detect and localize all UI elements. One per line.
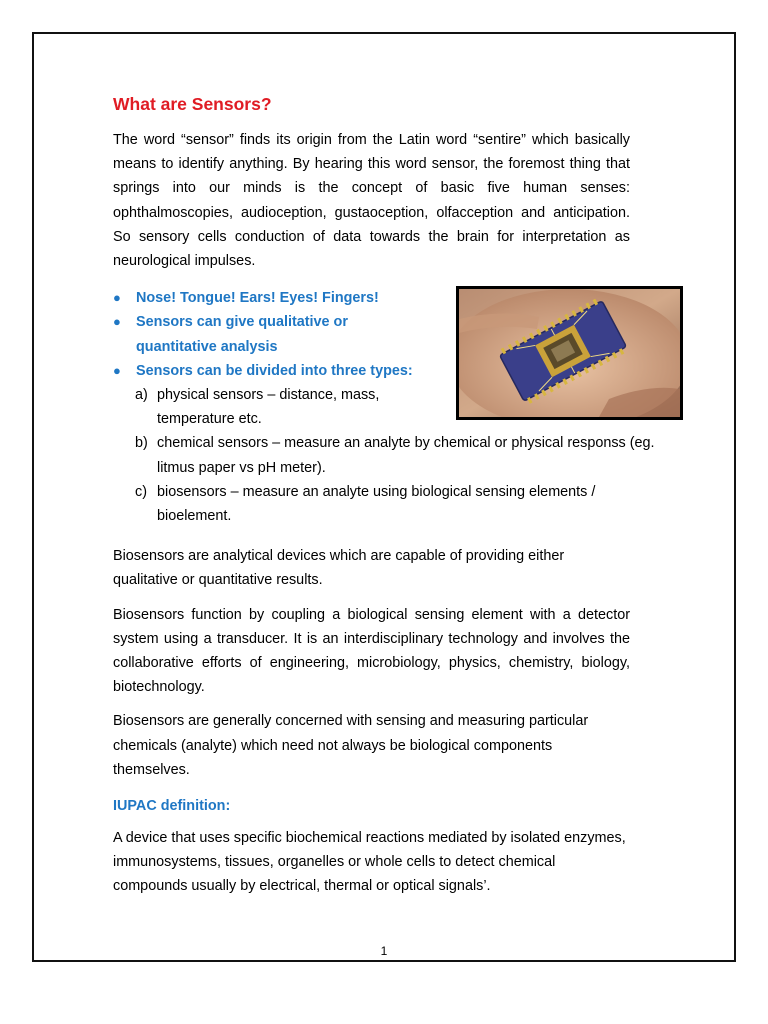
list-item: a) physical sensors – distance, mass, temperature etc.: [135, 387, 380, 428]
paragraph: Biosensors are analytical devices which are capable of providing either qualitative or quantitative results.: [113, 548, 565, 589]
bullet-item: ● Sensors can give qualitative or quantitative analysis: [113, 310, 366, 358]
bullet-icon: ●: [113, 290, 121, 306]
page-number: 1: [380, 944, 388, 958]
iupac-definition: A device that uses specific biochemical reactions mediated by isolated enzymes, immunosystems, tissues, organelles or whole cells to detect chemical compounds usually by electrical, thermal or optical signals’.: [113, 830, 626, 895]
list-item: c) biosensors – measure an analyte using biological sensing elements / bioelement.: [135, 483, 596, 525]
bullet-item: ● Sensors can be divided into three types:: [113, 359, 630, 383]
bullet-item: ● Nose! Tongue! Ears! Eyes! Fingers!: [113, 286, 630, 310]
page-title: What are Sensors?: [113, 94, 272, 114]
paragraph: Biosensors function by coupling a biological sensing element with a detector system using a transducer. It is an interdisciplinary technology and involves the collaborative efforts of engineering, microbiology, physics, chemistry, biology, biotechnology.: [113, 606, 630, 696]
bullet-list: [113, 286, 630, 383]
bullet-icon: ●: [113, 362, 121, 378]
paragraph: Biosensors are generally concerned with sensing and measuring particular chemicals (analyte) which need not always be biological components themselves.: [113, 713, 589, 778]
iupac-heading: IUPAC definition:: [113, 798, 231, 815]
document-body: [113, 92, 655, 899]
bullet-icon: ●: [113, 314, 121, 330]
sensor-types-list: [113, 383, 655, 528]
intro-paragraph: The word “sensor” finds its origin from the Latin word “sentire” which basically means to identify anything. By hearing this word sensor, the foremost thing that springs into our minds is the concept of basic five human senses: ophthalmoscopies, audioception, gustaoception, olfacception and anticipation. So sensory cells conduction of data towards the brain for interpretation as neurological impulses.: [113, 132, 630, 270]
list-item: b) chemical sensors – measure an analyte by chemical or physical responss (eg. litmus paper vs pH meter).: [135, 435, 655, 476]
